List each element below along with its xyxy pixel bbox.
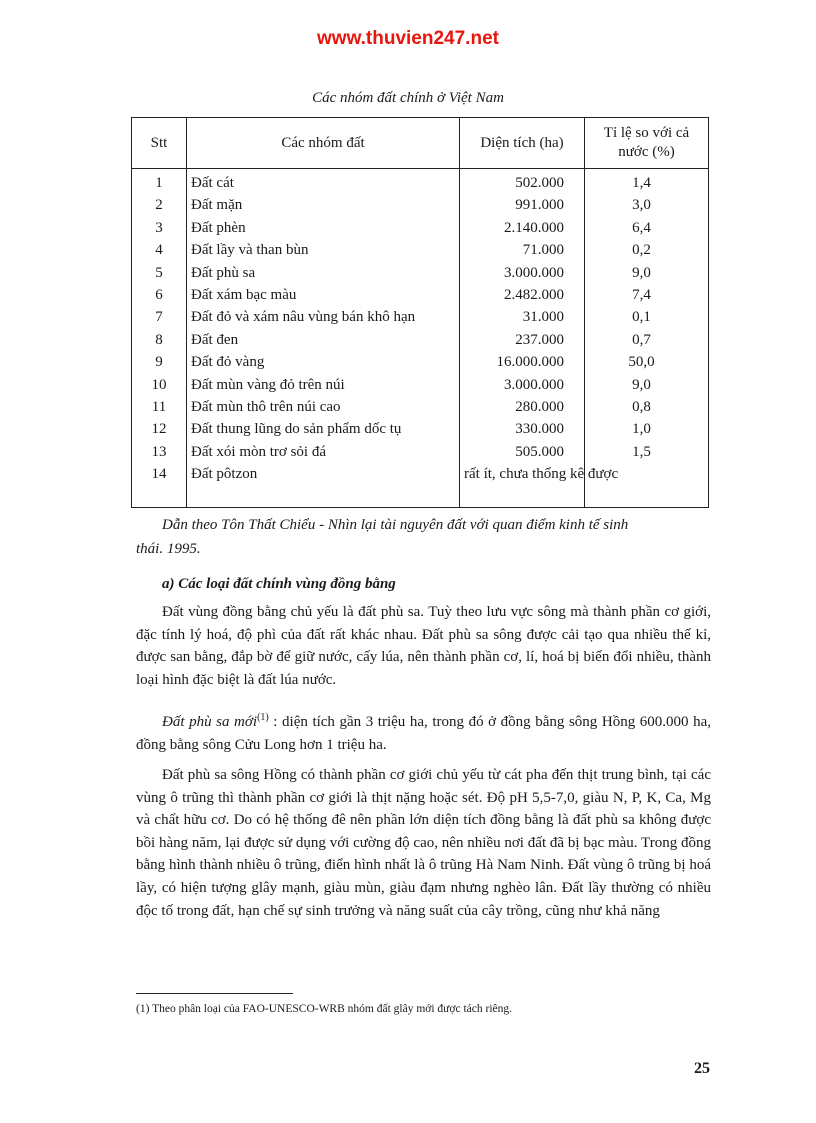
cell-stt: 11 — [132, 396, 187, 418]
paragraph-1 — [136, 601, 711, 691]
cell-soil-name: Đất cát — [187, 169, 460, 195]
footnote: (1) Theo phân loại của FAO-UNESCO-WRB nhóm đất glây mới được tách riêng. — [136, 1003, 512, 1015]
cell-percent: 3,0 — [632, 197, 651, 214]
section-heading: a) Các loại đất chính vùng đồng bằng — [162, 576, 396, 592]
column-header-name: Các nhóm đất — [187, 118, 460, 169]
table-row — [132, 351, 709, 373]
cell-percent: 0,8 — [632, 398, 651, 415]
paragraph-3 — [136, 764, 711, 922]
cell-percent: 9,0 — [632, 376, 651, 393]
cell-area: 16.000.000 — [460, 351, 585, 373]
soil-table — [131, 117, 709, 508]
soil-table-body — [132, 169, 709, 508]
watermark: www.thuvien247.net — [317, 28, 499, 49]
cell-area: 505.000 — [460, 441, 585, 463]
cell-percent: 1,4 — [632, 175, 651, 191]
cell-area: 3.000.000 — [460, 262, 585, 284]
cell-stt: 2 — [132, 194, 187, 216]
cell-soil-name: Đất phù sa — [187, 262, 460, 284]
cell-area: 2.140.000 — [460, 217, 585, 239]
cell-soil-name: Đất xói mòn trơ sỏi đá — [187, 441, 460, 463]
cell-area: 71.000 — [460, 239, 585, 261]
paragraph-1-text: Đất vùng đồng bằng chủ yếu là đất phù sa. Tuỳ theo lưu vực sông mà thành phần cơ giới, đặc tính lý hoá, độ phì của đất rất khác nhau. Đất phù sa sông được cải tạo qua nhiều thế kỉ, được san bằng, đắp bờ để giữ nước, cấy lúa, nên thành phần cơ, lí, hoá bị biến đổi nhiều, thành loại hình đặc biệt là đất lúa nước. — [136, 604, 711, 688]
cell-stt: 1 — [132, 169, 187, 195]
cell-percent: 0,2 — [632, 242, 651, 259]
page-number: 25 — [694, 1060, 710, 1077]
cell-stt: 3 — [132, 217, 187, 239]
cell-soil-name: Đất mùn vàng đỏ trên núi — [187, 374, 460, 396]
column-header-pct: Tỉ lệ so với cả nước (%) — [585, 118, 709, 169]
paragraph-3-text: Đất phù sa sông Hồng có thành phần cơ giới chủ yếu từ cát pha đến thịt trung bình, tại các vùng ô trũng thì thành phần cơ giới là thịt nặng hoặc sét. Độ pH 5,5-7,0, giàu N, P, K, Ca, Mg và chất hữu cơ. Do có hệ thống đê nên phần lớn diện tích đồng bằng là đất phù sa không được bồi hàng năm, lại được sử dụng với cường độ cao, nên nhiều nơi đất đã bị bạc màu. Trong đồng bằng hình thành nhiều ô trũng, điển hình nhất là ô trũng Hà Nam Ninh. Đất vùng ô trũng bị hoá lầy, có hiện tượng glây mạnh, giàu mùn, giàu đạm nhưng nghèo lân. Đất lầy thường có nhiều độc tố trong đất, hạn chế sự sinh trưởng và năng suất của cây trồng, cũng như khả năng — [136, 767, 711, 919]
table-row — [132, 441, 709, 463]
footnote-divider — [136, 993, 293, 994]
cell-soil-name: Đất thung lũng do sản phẩm dốc tụ — [187, 418, 460, 440]
source-line-2: thái. 1995. — [136, 541, 201, 557]
cell-stt: 8 — [132, 329, 187, 351]
cell-soil-name: Đất mặn — [187, 194, 460, 216]
cell-area: 3.000.000 — [460, 374, 585, 396]
source-line-1: Dẫn theo Tôn Thất Chiểu - Nhìn lại tài nguyên đất với quan điểm kinh tế sinh — [162, 517, 629, 533]
paragraph-2-lead: Đất phù sa mới — [162, 714, 258, 730]
table-row — [132, 239, 709, 261]
cell-soil-name: Đất lầy và than bùn — [187, 239, 460, 261]
cell-percent: 50,0 — [628, 354, 655, 371]
cell-soil-name: Đất đỏ vàng — [187, 351, 460, 373]
cell-area: 237.000 — [460, 329, 585, 351]
table-header-row — [132, 118, 709, 169]
cell-area: 502.000 — [460, 169, 585, 195]
cell-stt: 10 — [132, 374, 187, 396]
table-row — [132, 396, 709, 418]
paragraph-2 — [136, 707, 711, 756]
table-row — [132, 194, 709, 216]
cell-stt: 4 — [132, 239, 187, 261]
cell-stt: 7 — [132, 306, 187, 328]
cell-stt: 12 — [132, 418, 187, 440]
cell-percent: 7,4 — [632, 286, 651, 303]
table-row — [132, 418, 709, 440]
column-header-stt: Stt — [132, 118, 187, 169]
cell-percent: 0,7 — [632, 331, 651, 348]
cell-area: 31.000 — [460, 306, 585, 328]
cell-soil-name: Đất mùn thô trên núi cao — [187, 396, 460, 418]
cell-soil-name: Đất pôtzon — [187, 463, 460, 508]
table-row — [132, 463, 709, 508]
table-row — [132, 374, 709, 396]
table-row — [132, 169, 709, 195]
cell-area: 330.000 — [460, 418, 585, 440]
cell-area: 991.000 — [460, 194, 585, 216]
cell-soil-name: Đất đỏ và xám nâu vùng bán khô hạn — [187, 306, 460, 328]
cell-stt: 9 — [132, 351, 187, 373]
table-row — [132, 262, 709, 284]
cell-percent: 9,0 — [632, 264, 651, 281]
cell-stt: 13 — [132, 441, 187, 463]
cell-soil-name: Đất phèn — [187, 217, 460, 239]
cell-percent: 1,0 — [632, 421, 651, 438]
table-row — [132, 217, 709, 239]
cell-stt: 14 — [132, 463, 187, 508]
footnote-ref: (1) — [257, 712, 269, 723]
cell-area: 280.000 — [460, 396, 585, 418]
paragraph-2-text: : diện tích gần 3 triệu ha, trong đó ở đồng bằng sông Hồng 600.000 ha, đồng bằng sông Cửu Long hơn 1 triệu ha. — [136, 714, 711, 753]
cell-area: 2.482.000 — [460, 284, 585, 306]
table-source — [136, 513, 722, 561]
cell-soil-name: Đất xám bạc màu — [187, 284, 460, 306]
table-row — [132, 306, 709, 328]
cell-percent: 1,5 — [632, 443, 651, 460]
cell-percent: 6,4 — [632, 219, 651, 236]
cell-stt: 6 — [132, 284, 187, 306]
cell-percent: 0,1 — [632, 309, 651, 326]
column-header-area: Diện tích (ha) — [460, 118, 585, 169]
table-row — [132, 284, 709, 306]
cell-soil-name: Đất đen — [187, 329, 460, 351]
cell-stt: 5 — [132, 262, 187, 284]
cell-area: rất ít, chưa thống kê được — [460, 463, 585, 508]
table-row — [132, 329, 709, 351]
table-caption: Các nhóm đất chính ở Việt Nam — [312, 90, 504, 106]
